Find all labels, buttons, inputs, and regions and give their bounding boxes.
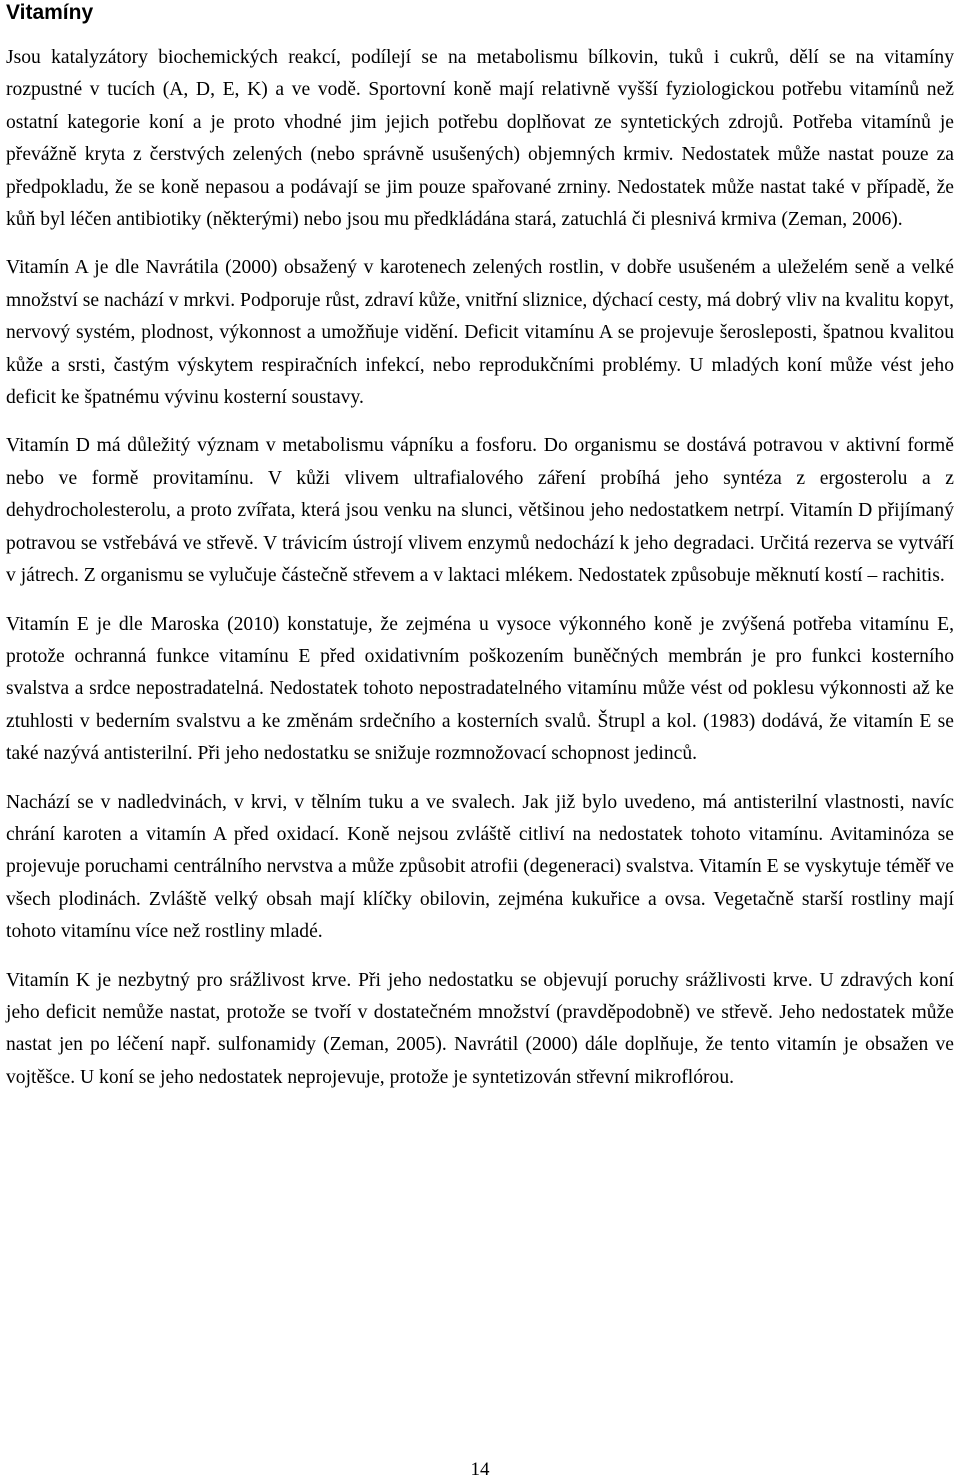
- page-number: 14: [470, 1459, 490, 1480]
- paragraph-vitamin-a: Vitamín A je dle Navrátila (2000) obsažený v karotenech zelených rostlin, v dobře usušeném a uleželém seně a velké množství se nachází v mrkvi. Podporuje růst, zdraví kůže, vnitřní sliznice, dýchací cesty, má dobrý vliv na kvalitu kopyt, nervový systém, plodnost, výkonnost a umožňuje vidění. Deficit vitamínu A se projevuje šerosleposti, špatnou kvalitou kůže a srsti, častým výskytem respiračních infekcí, nebo reprodukčními problémy. U mladých koní může vést jeho deficit ke špatnému vývinu kosterní soustavy.: [6, 257, 954, 409]
- paragraph-vitamin-d: Vitamín D má důležitý význam v metabolismu vápníku a fosforu. Do organismu se dostává potravou v aktivní formě nebo ve formě provitamínu. V kůži vlivem ultrafialového záření probíhá jeho syntéza z ergosterolu a z dehydrocholesterolu, a proto zvířata, která jsou venku na slunci, většinou jeho nedostatkem netrpí. Vitamín D přijímaný potravou se vstřebává ve střevě. V trávicím ústrojí vlivem enzymů nedochází k jeho degradaci. Určitá rezerva se vytváří v játrech. Z organismu se vylučuje částečně střevem a v laktaci mlékem. Nedostatek způsobuje měknutí kostí – rachitis.: [6, 435, 954, 587]
- paragraph-vitamin-k: Vitamín K je nezbytný pro srážlivost krve. Při jeho nedostatku se objevují poruchy srážlivosti krve. U zdravých koní jeho deficit nemůže nastat, protože se tvoří v dostatečném množství (pravděpodobně) ve střevě. Jeho nedostatek může nastat jen po léčení např. sulfonamidy (Zeman, 2005). Navrátil (2000) dále doplňuje, že tento vitamín je obsažen ve vojtěšce. U koní se jeho nedostatek neprojevuje, protože je syntetizován střevní mikroflórou.: [6, 969, 954, 1088]
- section-heading: Vitamíny: [6, 1, 94, 24]
- paragraph-vitamin-e: Vitamín E je dle Maroska (2010) konstatuje, že zejména u vysoce výkonného koně je zvýšená potřeba vitamínu E, protože ochranná funkce vitamínu E před oxidativním poškozením buněčných membrán je pro funkci kosterního svalstva a srdce nepostradatelná. Nedostatek tohoto nepostradatelného vitamínu může vést od poklesu výkonnosti až ke ztuhlosti v bederním svalstvu a ke změnám srdečního a kosterních svalů. Štrupl a kol. (1983) dodává, že vitamín E se také nazývá antisterilní. Při jeho nedostatku se snižuje rozmnožovací schopnost jedinců.: [6, 613, 954, 765]
- paragraph-intro: Jsou katalyzátory biochemických reakcí, podílejí se na metabolismu bílkovin, tuků i cukrů, dělí se na vitamíny rozpustné v tucích (A, D, E, K) a ve vodě. Sportovní koně mají relativně vyšší fyziologickou potřebu vitamínů než ostatní kategorie koní a je proto vhodné jim jejich potřebu doplňovat ze syntetických zdrojů. Potřeba vitamínů je převážně kryta z čerstvých zelených (nebo správně usušených) objemných krmiv. Nedostatek může nastat pouze za předpokladu, že se koně nepasou a podávají se jim pouze spařované zrniny. Nedostatek může nastat také v případě, že kůň byl léčen antibiotiky (některými) nebo jsou mu předkládána stará, zatuchlá či plesnivá krmiva (Zeman, 2006).: [6, 47, 954, 231]
- paragraph-vitamin-e-occurrence: Nachází se v nadledvinách, v krvi, v tělním tuku a ve svalech. Jak již bylo uvedeno, má antisterilní vlastnosti, navíc chrání karoten a vitamín A před oxidací. Koně nejsou zvláště citliví na nedostatek tohoto vitamínu. Avitaminóza se projevuje poruchami centrálního nervstva a může způsobit atrofii (degeneraci) svalstva. Vitamín E se vyskytuje téměř ve všech plodinách. Zvláště velký obsah mají klíčky obilovin, zejména kukuřice a ovsa. Vegetačně starší rostliny mají tohoto vitamínu více než rostliny mladé.: [6, 791, 954, 943]
- document-page: [6, 0, 954, 1484]
